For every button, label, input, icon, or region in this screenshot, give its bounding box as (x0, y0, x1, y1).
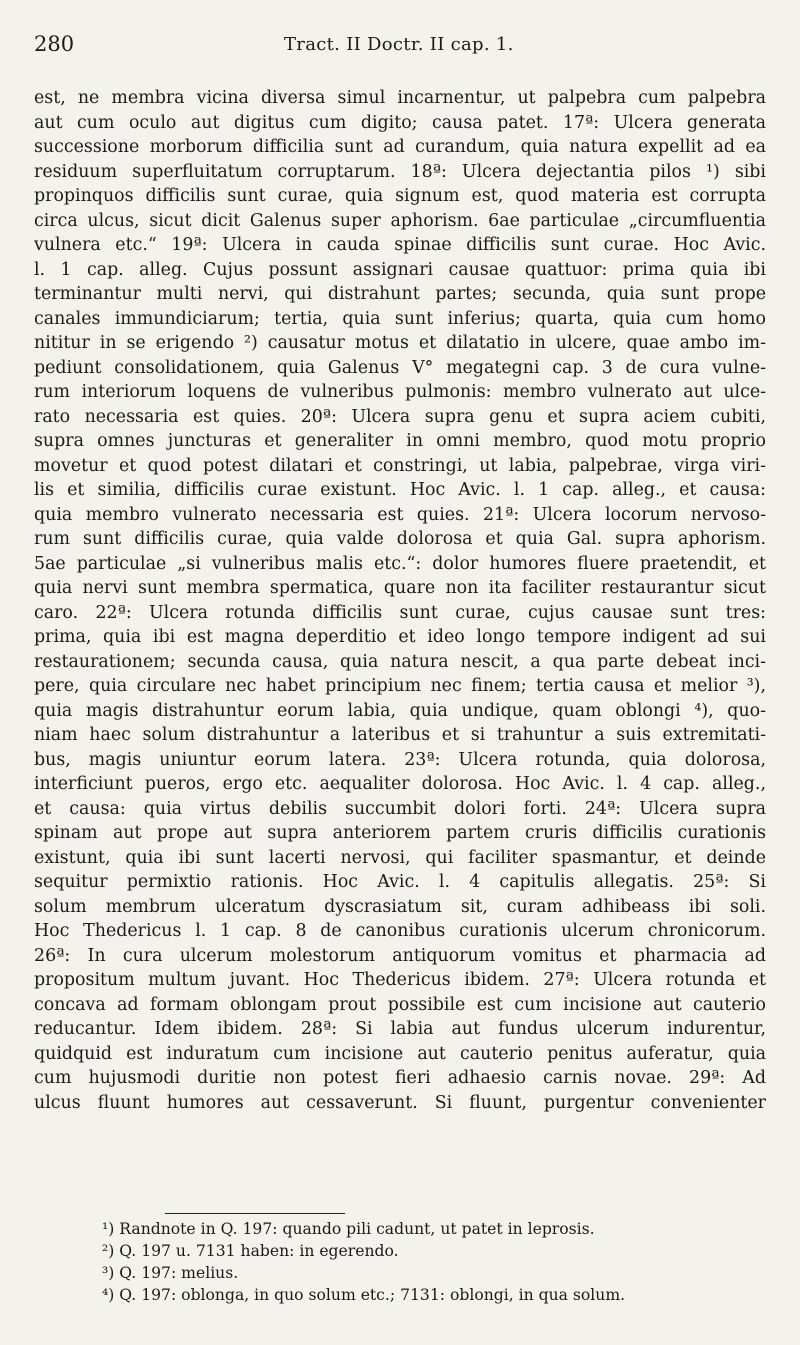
text-line: supra omnes juncturas et generaliter in omni membro, quod motu proprio (34, 431, 766, 451)
text-line: concava ad formam oblongam prout possibile est cum incisione aut cauterio (34, 994, 766, 1015)
text-line: est, ne membra vicina diversa simul incarnentur, ut palpebra cum palpebra (34, 88, 766, 108)
text-line: restaurationem; secunda causa, quia natura nescit, a qua parte debeat inci- (34, 651, 766, 672)
text-line: pediunt consolidationem, quia Galenus V° megategni cap. 3 de cura vulne- (34, 357, 766, 378)
footnote-divider (165, 1213, 345, 1214)
text-line: quidquid est induratum cum incisione aut cauterio penitus auferatur, quia (34, 1043, 766, 1064)
text-line: reducantur. Idem ibidem. 28ª: Si labia aut fundus ulcerum indurentur, (34, 1019, 766, 1039)
text-line: interficiunt pueros, ergo etc. aequaliter dolorosa. Hoc Avic. l. 4 cap. alleg., (34, 774, 766, 794)
text-line: aut cum oculo aut digitus cum digito; causa patet. 17ª: Ulcera generata (34, 112, 766, 133)
text-line: niam haec solum distrahuntur a lateribus et si trahuntur a suis extremitati- (34, 725, 766, 745)
text-line: propositum multum juvant. Hoc Thedericus ibidem. 27ª: Ulcera rotunda et (34, 970, 766, 990)
text-line: rum interiorum loquens de vulneribus pulmonis: membro vulnerato aut ulce- (34, 382, 766, 402)
text-line: 5ae particulae „si vulneribus malis etc.“: dolor humores fluere praetendit, et (34, 553, 766, 574)
text-line: sequitur permixtio rationis. Hoc Avic. l. 4 capitulis allegatis. 25ª: Si (34, 872, 766, 892)
text-line: solum membrum ulceratum dyscrasiatum sit, curam adhibeass ibi soli. (34, 896, 766, 917)
text-line: Hoc Thedericus l. 1 cap. 8 de canonibus curationis ulcerum chronicorum. (34, 921, 766, 941)
footnotes (102, 1218, 762, 1306)
text-line (34, 1115, 766, 1140)
text-line: rum sunt difficilis curae, quia valde dolorosa et quia Gal. supra aphorism. (34, 529, 766, 549)
text-line: quia nervi sunt membra spermatica, quare non ita faciliter restaurantur sicut (34, 578, 766, 598)
text-line: bus, magis uniuntur eorum latera. 23ª: Ulcera rotunda, quia dolorosa, (34, 749, 766, 770)
text-line: pere, quia circulare nec habet principium nec finem; tertia causa et melior ³), (34, 676, 766, 696)
text-line: residuum superfluitatum corruptarum. 18ª: Ulcera dejectantia pilos ¹) sibi (34, 161, 766, 182)
text-line: terminantur multi nervi, qui distrahunt partes; secunda, quia sunt prope (34, 284, 766, 304)
text-line: nititur in se erigendo ²) causatur motus et dilatatio in ulcere, quae ambo im- (34, 333, 766, 353)
text-line: propinquos difficilis sunt curae, quia signum est, quod materia est corrupta (34, 186, 766, 206)
text-line: rato necessaria est quies. 20ª: Ulcera supra genu et supra aciem cubiti, (34, 406, 766, 427)
text-line: movetur et quod potest dilatari et constringi, ut labia, palpebrae, virga viri- (34, 455, 766, 476)
text-line: cum hujusmodi duritie non potest fieri adhaesio carnis novae. 29ª: Ad (34, 1068, 766, 1088)
text-line: ulcus fluunt humores aut cessaverunt. Si fluunt, purgentur convenienter (34, 1092, 766, 1113)
footnote: ²) Q. 197 u. 7131 haben: in egerendo. (102, 1242, 399, 1260)
text-line: existunt, quia ibi sunt lacerti nervosi, qui faciliter spasmantur, et deinde (34, 847, 766, 868)
page-header (34, 28, 770, 62)
text-line: successione morborum difficilia sunt ad curandum, quia natura expellit ad ea (34, 137, 766, 157)
text-line: circa ulcus, sicut dicit Galenus super aphorism. 6ae particulae „circumfluentia (34, 210, 766, 231)
text-line: l. 1 cap. alleg. Cujus possunt assignari causae quattuor: prima quia ibi (34, 259, 766, 280)
text-line: prima, quia ibi est magna deperditio et ideo longo tempore indigent ad sui (34, 627, 766, 647)
text-line: quia magis distrahuntur eorum labia, quia undique, quam oblongi ⁴), quo- (34, 700, 766, 721)
text-line: canales immundiciarum; tertia, quia sunt inferius; quarta, quia cum homo (34, 308, 766, 329)
text-line: et causa: quia virtus debilis succumbit dolori forti. 24ª: Ulcera supra (34, 798, 766, 819)
footnote: ¹) Randnote in Q. 197: quando pili cadunt, ut patet in leprosis. (102, 1220, 595, 1238)
text-line: quia membro vulnerato necessaria est quies. 21ª: Ulcera locorum nervoso- (34, 504, 766, 525)
text-line: vulnera etc.“ 19ª: Ulcera in cauda spinae difficilis sunt curae. Hoc Avic. (34, 235, 766, 255)
footnote: ⁴) Q. 197: oblonga, in quo solum etc.; 7131: oblongi, in qua solum. (102, 1286, 626, 1304)
main-text (34, 86, 766, 1140)
text-line: caro. 22ª: Ulcera rotunda difficilis sunt curae, cujus causae sunt tres: (34, 602, 766, 623)
running-title: Tract. II Doctr. II cap. 1. (284, 34, 514, 55)
page-number: 280 (34, 32, 75, 56)
text-line: lis et similia, difficilis curae existunt. Hoc Avic. l. 1 cap. alleg., et causa: (34, 480, 766, 500)
text-line: 26ª: In cura ulcerum molestorum antiquorum vomitus et pharmacia ad (34, 945, 766, 966)
text-line: spinam aut prope aut supra anteriorem partem cruris difficilis curationis (34, 823, 766, 843)
footnote: ³) Q. 197: melius. (102, 1264, 239, 1282)
